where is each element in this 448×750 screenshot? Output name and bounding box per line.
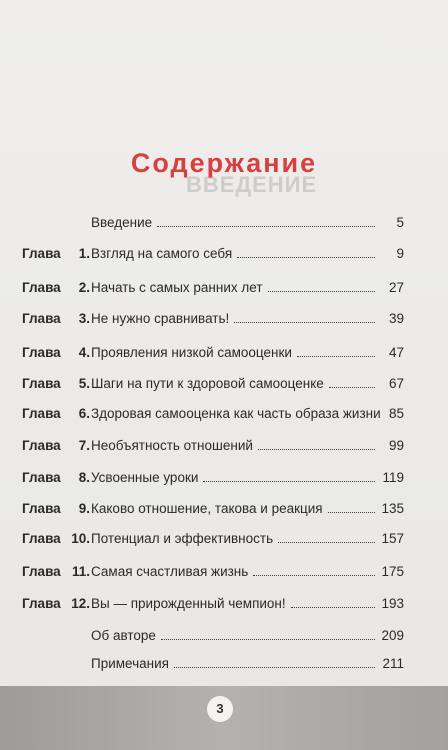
toc-entry: [0, 626, 448, 646]
toc-page-number: 39: [388, 311, 404, 326]
toc-title: Необъятность отношений: [91, 438, 253, 453]
dot-leader: [203, 480, 375, 482]
toc-page-number: 209: [381, 628, 404, 643]
dot-leader: [161, 638, 375, 640]
toc-chapter-number: 12.: [71, 596, 90, 611]
toc-page-number: 157: [381, 531, 404, 546]
toc-page-number: 135: [381, 501, 404, 516]
toc-title: Здоровая самооценка как часть образа жизни: [91, 406, 381, 421]
toc-entry: [0, 562, 448, 582]
toc-title: Самая счастливая жизнь: [91, 564, 249, 579]
toc-title: Каково отношение, такова и реакция: [91, 501, 323, 516]
dot-leader: [157, 225, 375, 227]
toc-entry: [0, 244, 448, 264]
toc-title: Проявления низкой самооценки: [91, 345, 292, 360]
toc-chapter-prefix: Глава: [22, 596, 61, 611]
toc-title: Начать с самых ранних лет: [91, 280, 263, 295]
toc-title: Введение: [91, 215, 153, 230]
toc-title: Потенциал и эффективность: [91, 531, 274, 546]
toc-chapter-prefix: Глава: [22, 345, 61, 360]
dot-leader: [253, 574, 375, 576]
toc-chapter-number: 9.: [78, 501, 90, 516]
toc-page-number: 99: [388, 438, 404, 453]
toc-entry: [0, 374, 448, 394]
toc-entry: [0, 213, 448, 233]
toc-page-number: 119: [382, 470, 404, 485]
toc-title: Не нужно сравнивать!: [91, 311, 230, 326]
toc-chapter-number: 2.: [78, 280, 90, 295]
toc-chapter-prefix: Глава: [22, 438, 61, 453]
toc-chapter-number: 8.: [78, 470, 90, 485]
toc-chapter-number: 10.: [71, 531, 90, 546]
toc-title: Шаги на пути к здоровой самооценке: [91, 376, 324, 391]
toc-page-number: 5: [396, 215, 404, 230]
toc-page-number: 67: [388, 376, 404, 391]
toc-entry: [0, 529, 448, 549]
dot-leader: [268, 290, 375, 292]
toc-chapter-prefix: Глава: [22, 501, 61, 516]
dot-leader: [278, 541, 375, 543]
toc-title: Об авторе: [91, 628, 156, 643]
toc-page-number: 175: [381, 564, 404, 579]
dot-leader: [258, 448, 375, 450]
toc-entry: [0, 499, 448, 519]
toc-chapter-prefix: Глава: [22, 246, 61, 261]
toc-page-number: 27: [388, 280, 404, 295]
toc-entry: [0, 594, 448, 614]
toc-chapter-prefix: Глава: [22, 531, 61, 546]
toc-chapter-number: 4.: [78, 345, 90, 360]
toc-page-number: 211: [382, 656, 404, 671]
toc-entry: [0, 654, 448, 674]
toc-chapter-prefix: Глава: [22, 406, 61, 421]
dot-leader: [237, 256, 375, 258]
toc-chapter-prefix: Глава: [22, 564, 61, 579]
toc-chapter-prefix: Глава: [22, 470, 61, 485]
toc-chapter-number: 5.: [78, 376, 90, 391]
show-through-heading: ВВЕДЕНИЕ: [186, 172, 318, 197]
toc-chapter-number: 3.: [78, 311, 90, 326]
toc-page-number: 47: [388, 345, 404, 360]
toc-entry: [0, 278, 448, 298]
toc-chapter-number: 7.: [78, 438, 90, 453]
toc-entry: [0, 343, 448, 363]
toc-entry: [0, 404, 448, 424]
dot-leader: [291, 606, 375, 608]
toc-title: Примечания: [91, 656, 169, 671]
dot-leader: [328, 511, 375, 513]
toc-chapter-number: 6.: [78, 406, 90, 421]
toc-entry: [0, 436, 448, 456]
toc-chapter-number: 1.: [78, 246, 90, 261]
toc-title: Вы — прирожденный чемпион!: [91, 596, 286, 611]
dot-leader: [329, 386, 375, 388]
dot-leader: [174, 666, 375, 668]
toc-entry: [0, 309, 448, 329]
page-title: Содержание: [130, 148, 318, 178]
toc-chapter-prefix: Глава: [22, 376, 61, 391]
toc-page-number: 85: [388, 406, 404, 421]
toc-title: Взгляд на самого себя: [91, 246, 233, 261]
toc-entry: [0, 468, 448, 488]
dot-leader: [234, 321, 375, 323]
toc-chapter-prefix: Глава: [22, 280, 61, 295]
toc-chapter-prefix: Глава: [22, 311, 61, 326]
toc-title: Усвоенные уроки: [91, 470, 199, 485]
dot-leader: [297, 355, 375, 357]
toc-page-number: 9: [396, 246, 404, 261]
page-number: 3: [207, 696, 233, 722]
toc-chapter-number: 11.: [71, 564, 90, 579]
toc-page-number: 193: [381, 596, 404, 611]
